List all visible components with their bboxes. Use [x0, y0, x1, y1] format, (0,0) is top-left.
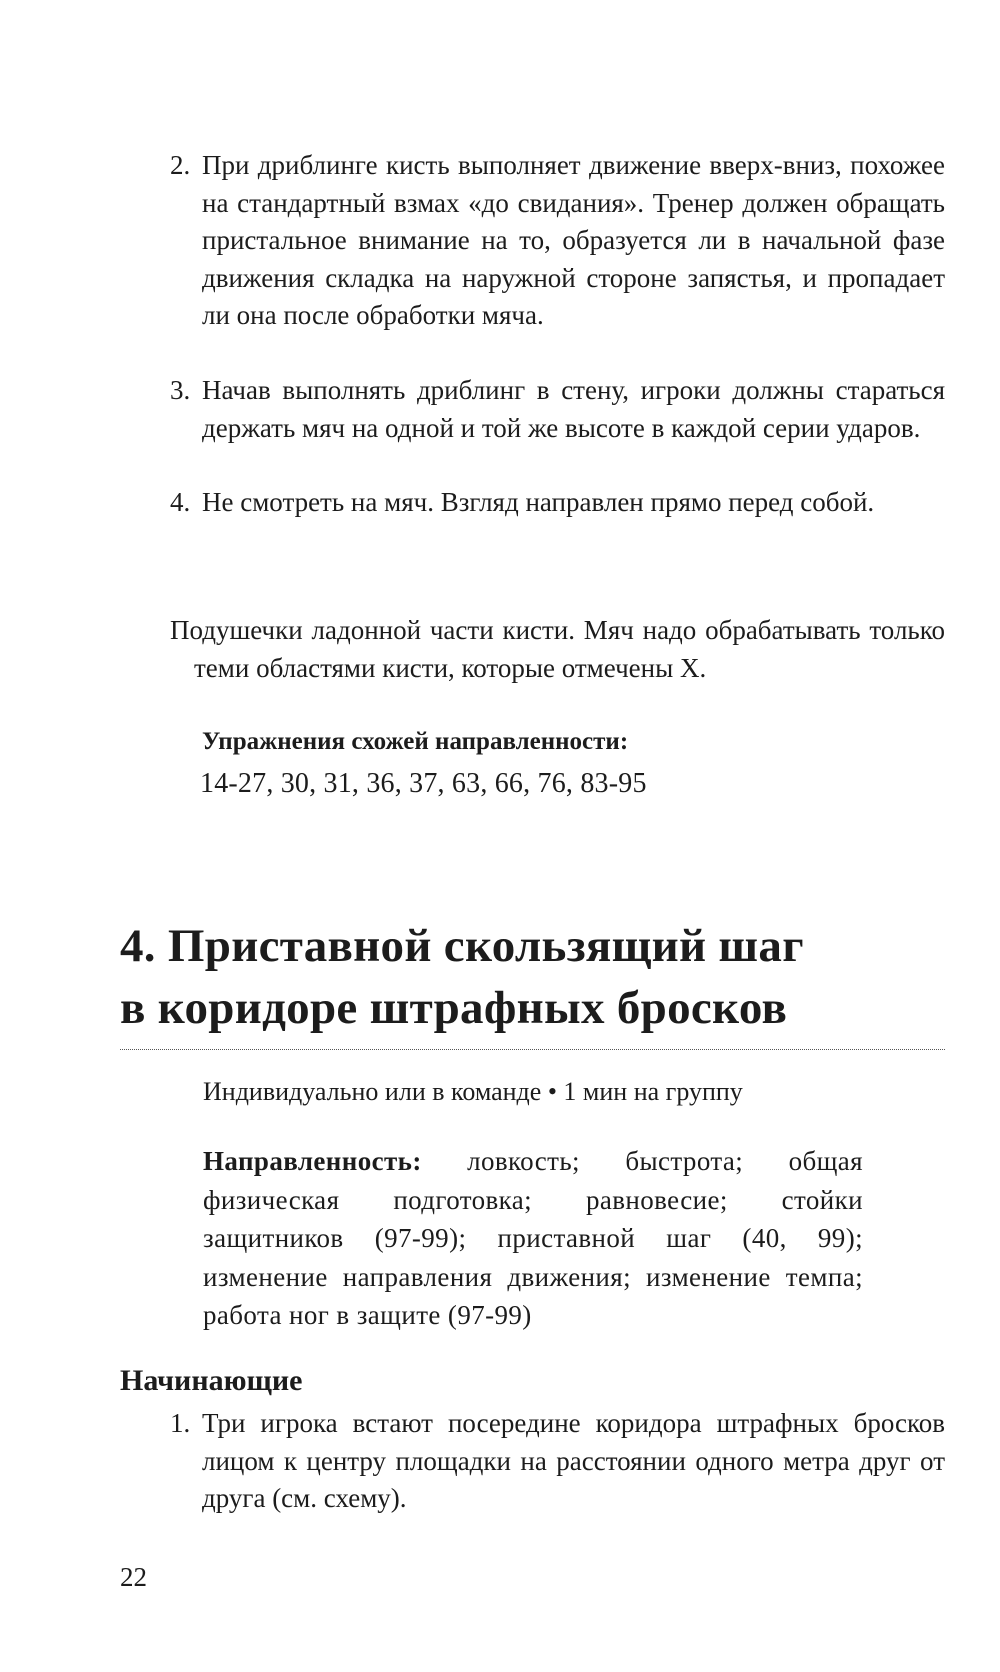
list-item-number: 4. [170, 487, 191, 517]
list-item-text: Не смотреть на мяч. Взгляд направлен прямо перед собой. [202, 487, 875, 517]
list-item-3 [170, 372, 945, 447]
focus-label: Направленность: [203, 1146, 422, 1176]
section-heading-line-2: в коридоре штрафных бросков [120, 982, 788, 1034]
section-heading [120, 915, 804, 1039]
subsection-title: Начинающие [120, 1364, 303, 1397]
list-item-number: 3. [170, 375, 191, 405]
list-item-beginner-1 [170, 1405, 945, 1518]
exercise-meta: Индивидуально или в команде • 1 мин на группу [203, 1077, 743, 1106]
related-exercises-title: Упражнения схожей направленности: [202, 728, 629, 755]
focus-text: ловкость; быстрота; общая физическая подготовка; равновесие; стойки защитников (97-99); приставной шаг (40, 99); изменение направления движения; изменение темпа; работа ног в защите (97-99) [203, 1146, 863, 1330]
list-item-text: Начав выполнять дриблинг в стену, игроки должны стараться держать мяч на одной и той же высоте в каждой серии ударов. [202, 375, 945, 443]
page-number: 22 [120, 1562, 147, 1592]
list-item-number: 2. [170, 150, 191, 180]
section-heading-line-1: 4. Приставной скользящий шаг [120, 920, 804, 972]
list-item-4 [170, 484, 945, 522]
figure-caption: Подушечки ладонной части кисти. Мяч надо обрабатывать только теми областями кисти, которые отмечены X. [170, 615, 945, 683]
list-item-text: Три игрока встают посередине коридора штрафных бросков лицом к центру площадки на расстоянии одного метра друг от друга (см. схему). [202, 1408, 945, 1513]
list-item-text: При дриблинге кисть выполняет движение вверх-вниз, похожее на стандартный взмах «до свидания». Тренер должен обращать пристальное внимание на то, образуется ли в начальной фазе движения складка на наружной стороне запястья, и пропадает ли она после обработки мяча. [202, 150, 945, 330]
exercise-focus [203, 1142, 863, 1335]
heading-divider [120, 1049, 945, 1050]
list-item-number: 1. [170, 1408, 191, 1438]
related-exercises-list: 14-27, 30, 31, 36, 37, 63, 66, 76, 83-95 [200, 768, 647, 799]
list-item-2 [170, 147, 945, 335]
